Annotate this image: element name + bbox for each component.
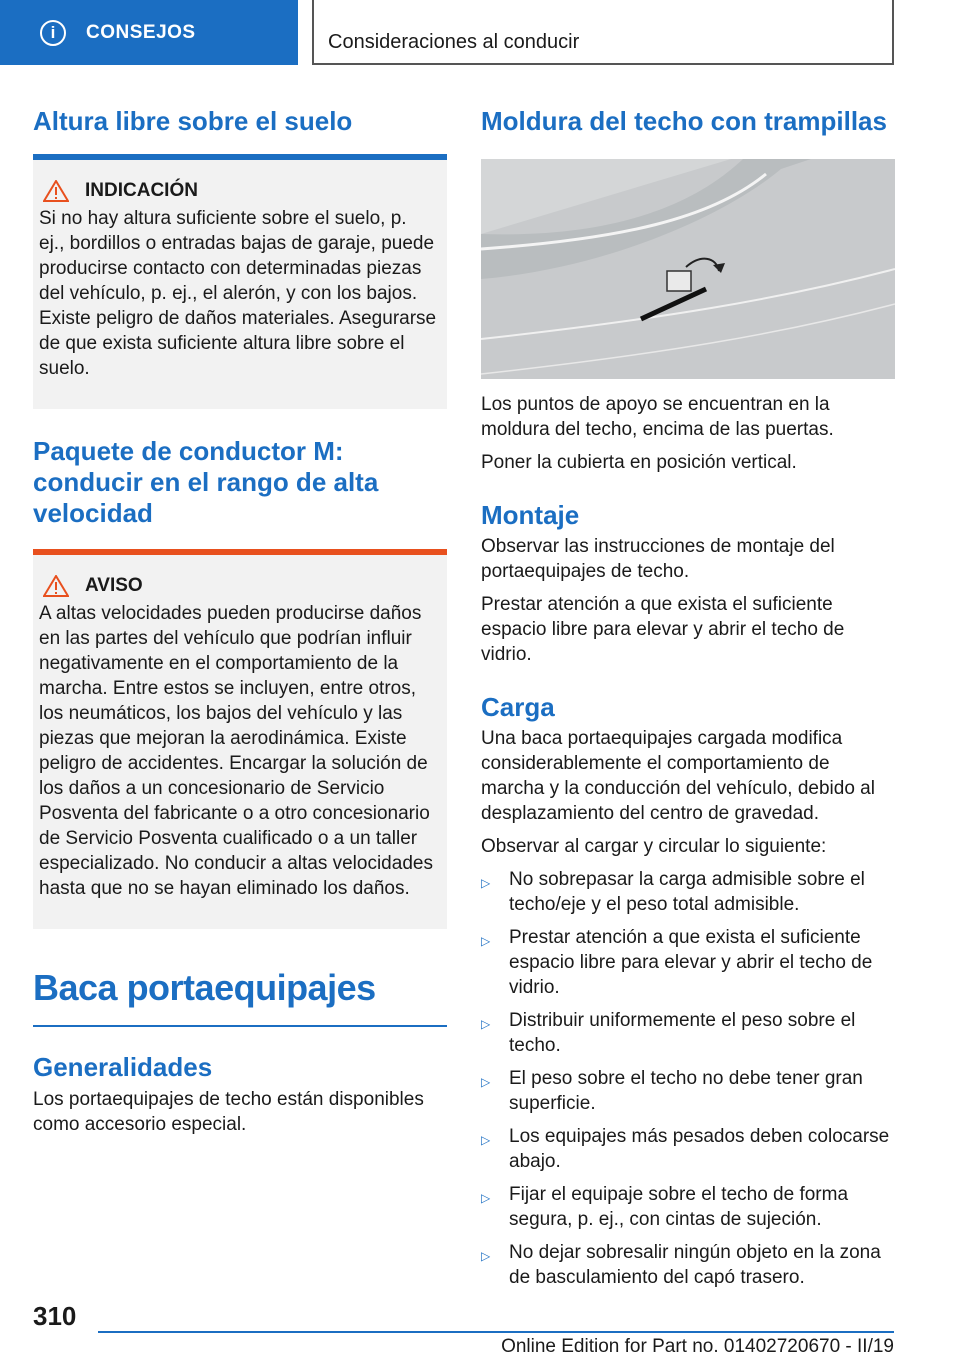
list-item: ▷ No sobrepasar la carga admisible sobre el techo/eje y el peso total admisible. (481, 869, 865, 915)
heading-rule (33, 1025, 447, 1027)
bullet-triangle-icon: ▷ (481, 1133, 491, 1147)
chapter-title: Consideraciones al conducir (312, 0, 894, 65)
warning-triangle-icon (43, 575, 69, 597)
list-item: ▷ El peso sobre el techo no debe tener gran superficie. (481, 1068, 863, 1114)
heading-load: Carga (481, 692, 555, 722)
bullet-triangle-icon: ▷ (481, 1017, 491, 1031)
warning-box (33, 555, 447, 929)
info-icon: i (40, 20, 66, 46)
molding-text-2: Poner la cubierta en posición vertical. (481, 452, 797, 473)
bullet-triangle-icon: ▷ (481, 1191, 491, 1205)
heading-general: Generalidades (33, 1052, 213, 1082)
mount-text-1: Observar las instrucciones de montaje del portaequipajes de techo. (481, 536, 835, 582)
list-item: ▷ Fijar el equipaje sobre el techo de forma segura, p. ej., con cintas de sujeción. (481, 1184, 849, 1230)
warning-triangle-icon (43, 180, 69, 202)
notice-title: INDICACIÓN (85, 180, 198, 201)
list-item: ▷ No dejar sobresalir ningún objeto en la zona de basculamiento del capó trasero. (481, 1242, 881, 1288)
list-item: ▷ Distribuir uniformemente el peso sobre el techo. (481, 1010, 856, 1056)
warning-title: AVISO (85, 575, 143, 596)
notice-box (33, 160, 447, 409)
heading-roof-rack: Baca portaequipajes (33, 967, 376, 1008)
heading-mount: Montaje (481, 500, 580, 530)
heading-m-package: Paquete de conductor M: conducir en el rango de alta velocidad (33, 436, 379, 528)
footer-rule (98, 1331, 894, 1333)
heading-molding: Moldura del techo con trampillas (481, 106, 887, 136)
general-text: Los portaequipajes de techo están disponibles como accesorio especial. (33, 1089, 424, 1135)
list-item: ▷ Los equipajes más pesados deben colocarse abajo. (481, 1126, 890, 1172)
left-column (33, 96, 447, 1137)
bullet-triangle-icon: ▷ (481, 876, 491, 890)
warning-text: A altas velocidades pueden producirse daños en las partes del vehículo que podrían influir negativamente en el comportamiento de la marcha. Entre estos se incluyen, entre otros, los neumáticos, los bajos del vehículo y las piezas que mejoran la aerodinámica. Existe peligro de accidentes. Encargar la solución de los daños a un concesionario de Servicio Posventa del fabricante o a otro concesionario de Servicio Posventa cualificado o a un taller especializado. No conducir a altas velocidades hasta que no se hayan eliminado los daños. (39, 603, 433, 899)
list-item: ▷ Prestar atención a que exista el suficiente espacio libre para elevar y abrir el techo de vidrio. (481, 927, 873, 998)
mount-text-2: Prestar atención a que exista el suficiente espacio libre para elevar y abrir el techo de vidrio. (481, 594, 845, 665)
bullet-triangle-icon: ▷ (481, 934, 491, 948)
load-text-1: Una baca portaequipajes cargada modifica considerablemente el comportamiento de marcha y la conducción del vehículo, debido al desplazamiento del centro de gravedad. (481, 728, 875, 824)
roof-molding-illustration (481, 159, 895, 379)
molding-text-1: Los puntos de apoyo se encuentran en la moldura del techo, encima de las puertas. (481, 394, 834, 440)
bullet-triangle-icon: ▷ (481, 1075, 491, 1089)
section-tab[interactable] (0, 0, 298, 65)
load-bullet-list (481, 867, 895, 1290)
page-number: 310 (33, 1301, 77, 1331)
section-label: CONSEJOS (86, 21, 196, 43)
heading-clearance: Altura libre sobre el suelo (33, 106, 353, 136)
right-column (481, 96, 895, 1290)
load-text-2: Observar al cargar y circular lo siguiente: (481, 836, 827, 857)
bullet-triangle-icon: ▷ (481, 1249, 491, 1263)
notice-text: Si no hay altura suficiente sobre el suelo, p. ej., bordillos o entradas bajas de garaje, puede producirse contacto con determinadas piezas del vehículo, p. ej., el alerón, y con los bajos. Existe peligro de daños materiales. Asegurarse de que exista suficiente altura libre sobre el suelo. (39, 208, 437, 379)
footer-edition: Online Edition for Part no. 01402720670 - II/19 (501, 1336, 894, 1357)
